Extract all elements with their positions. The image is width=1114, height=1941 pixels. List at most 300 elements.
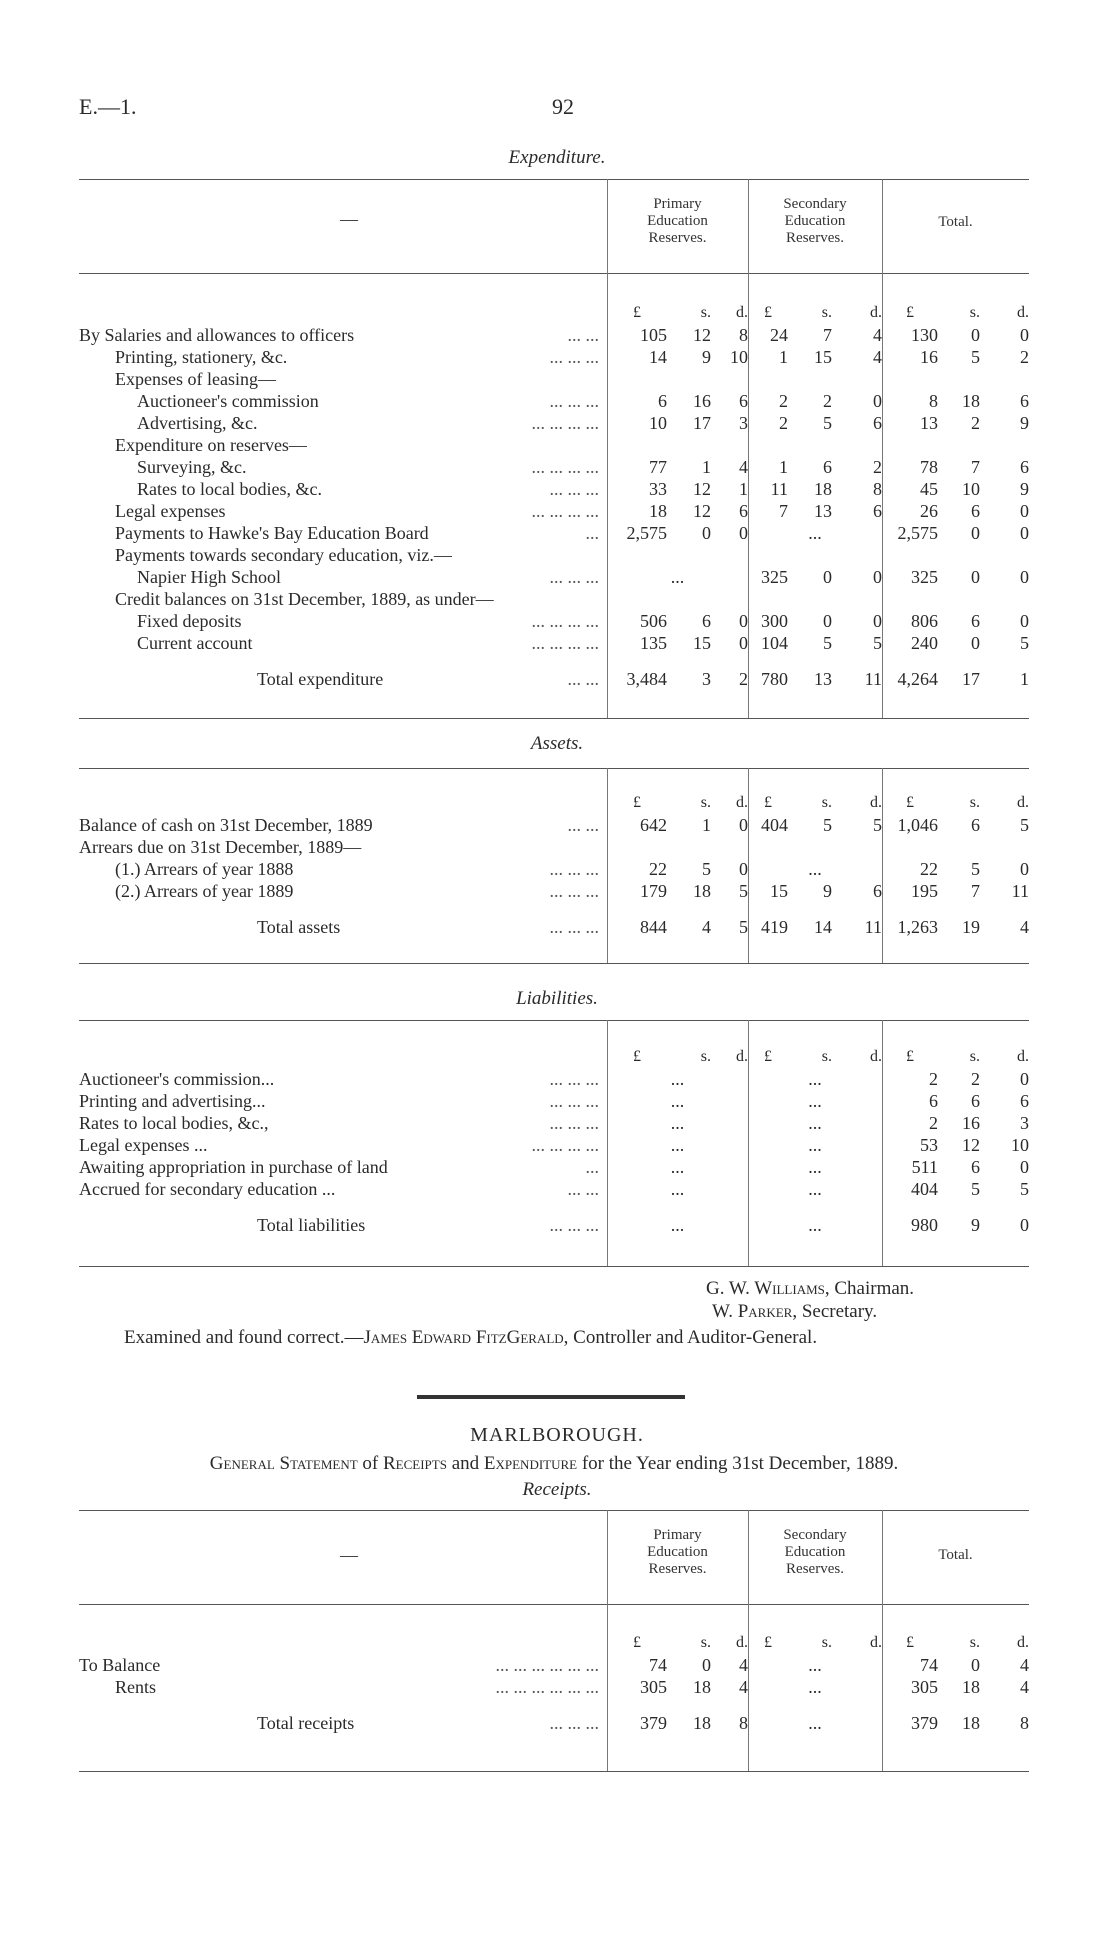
- pence-cell: 0: [873, 567, 882, 587]
- rule: [79, 768, 1029, 769]
- pounds-cell: 4,264: [897, 669, 938, 689]
- table-row: [79, 858, 1029, 880]
- pence-cell: 4: [1020, 1677, 1029, 1697]
- pence-cell: 0: [739, 815, 748, 835]
- pence-cell: 6: [739, 501, 748, 521]
- pounds-cell: 379: [640, 1713, 667, 1733]
- row-label-text: By Salaries and allowances to officers: [79, 325, 355, 345]
- pence-cell: [832, 368, 882, 390]
- pence-cell: 8: [739, 1713, 748, 1733]
- pence-cell: 0: [873, 611, 882, 631]
- pounds-cell: [882, 588, 938, 610]
- pounds-cell: 130: [911, 325, 938, 345]
- pounds-cell: 1: [779, 457, 788, 477]
- shillings-cell: 18: [693, 1713, 711, 1733]
- shillings-cell: 16: [962, 1113, 980, 1133]
- pounds-cell: 6: [658, 391, 667, 411]
- page-number: 92: [552, 94, 574, 119]
- shillings-cell: 6: [971, 611, 980, 631]
- unit-label: s.: [700, 794, 711, 811]
- pence-cell: 0: [1020, 859, 1029, 879]
- row-label: [79, 880, 607, 902]
- row-label-text: (2.) Arrears of year 1889: [115, 881, 294, 901]
- value-cell: ...: [670, 1091, 685, 1111]
- pence-cell: 5: [873, 815, 882, 835]
- row-label-text: Expenditure on reserves—: [115, 435, 307, 455]
- table-row: [79, 632, 1029, 654]
- pence-cell: 0: [1020, 611, 1029, 631]
- unit-label: d.: [870, 1634, 882, 1651]
- unit-label: s.: [821, 794, 832, 811]
- leader-dots: ... ... ... ... ... ...: [495, 1655, 599, 1675]
- leader-dots: ... ... ... ...: [531, 1135, 599, 1155]
- table-row: [79, 412, 1029, 434]
- pounds-cell: 404: [761, 815, 788, 835]
- value-cell: ...: [808, 523, 822, 543]
- shillings-cell: [938, 544, 980, 566]
- table-row: [79, 1178, 1029, 1200]
- value-cell: ...: [808, 1179, 822, 1199]
- secondary-header: Secondary Education Reserves.: [783, 1527, 847, 1577]
- row-label: [79, 836, 607, 858]
- units-row: [79, 290, 1029, 324]
- row-label: [79, 588, 607, 610]
- pounds-cell: [607, 836, 667, 858]
- unit-label: d.: [736, 304, 748, 321]
- pounds-cell: [748, 544, 788, 566]
- pence-cell: 3: [1020, 1113, 1029, 1133]
- receipts-table: [79, 1620, 1029, 1734]
- unit-label: d.: [1017, 304, 1029, 321]
- shillings-cell: 2: [823, 391, 832, 411]
- row-label: [79, 1112, 607, 1134]
- value-cell: ...: [808, 1091, 822, 1111]
- pounds-cell: 104: [761, 633, 788, 653]
- leader-dots: ... ... ...: [549, 859, 599, 879]
- total-label: [79, 1200, 607, 1236]
- unit-label: £: [764, 1048, 772, 1065]
- pounds-cell: 11: [770, 479, 788, 499]
- shillings-cell: 13: [814, 669, 832, 689]
- pence-cell: 11: [864, 917, 882, 937]
- rule: [79, 1510, 1029, 1511]
- row-label-text: (1.) Arrears of year 1888: [115, 859, 294, 879]
- shillings-cell: 6: [971, 815, 980, 835]
- row-label-text: Legal expenses ...: [79, 1135, 208, 1155]
- rule: [79, 1020, 1029, 1021]
- row-label-text: Awaiting appropriation in purchase of land: [79, 1157, 388, 1177]
- pounds-cell: 419: [761, 917, 788, 937]
- row-label-text: To Balance: [79, 1655, 161, 1675]
- unit-label: d.: [870, 304, 882, 321]
- table-row: [79, 368, 1029, 390]
- unit-label: £: [906, 794, 914, 811]
- shillings-cell: 7: [971, 881, 980, 901]
- pence-cell: 6: [873, 881, 882, 901]
- unit-label: d.: [870, 1048, 882, 1065]
- row-label: [79, 814, 607, 836]
- pounds-cell: 15: [770, 881, 788, 901]
- shillings-cell: [788, 434, 832, 456]
- pounds-cell: 3,484: [626, 669, 667, 689]
- unit-label: d.: [736, 794, 748, 811]
- value-cell: ...: [808, 1655, 822, 1675]
- row-label-text: Printing, stationery, &c.: [115, 347, 288, 367]
- unit-label: s.: [700, 1634, 711, 1651]
- row-label: [79, 346, 607, 368]
- row-label: [79, 368, 607, 390]
- row-label-text: Rates to local bodies, &c.,: [79, 1113, 269, 1133]
- pence-cell: 5: [1020, 633, 1029, 653]
- row-label: [79, 434, 607, 456]
- pounds-cell: [748, 588, 788, 610]
- pence-cell: [980, 588, 1029, 610]
- shillings-cell: 0: [823, 567, 832, 587]
- row-label-text: Rates to local bodies, &c.: [137, 479, 322, 499]
- pounds-cell: 506: [640, 611, 667, 631]
- pounds-cell: [748, 434, 788, 456]
- row-label: [79, 544, 607, 566]
- pence-cell: 0: [739, 859, 748, 879]
- pence-cell: 9: [1020, 413, 1029, 433]
- pence-cell: 0: [1020, 1215, 1029, 1235]
- shillings-cell: 5: [823, 413, 832, 433]
- pence-cell: [711, 434, 748, 456]
- row-label-text: Balance of cash on 31st December, 1889: [79, 815, 373, 835]
- pence-cell: 9: [1020, 479, 1029, 499]
- pounds-cell: 105: [640, 325, 667, 345]
- pence-cell: [980, 544, 1029, 566]
- pence-cell: 1: [1020, 669, 1029, 689]
- value-cell: ...: [808, 859, 822, 879]
- pounds-cell: 1,263: [897, 917, 938, 937]
- table-row: [79, 1676, 1029, 1698]
- rule: [79, 963, 1029, 964]
- shillings-cell: 6: [823, 457, 832, 477]
- pence-cell: 4: [873, 325, 882, 345]
- unit-label: s.: [700, 304, 711, 321]
- shillings-cell: [667, 836, 711, 858]
- row-label: [79, 1156, 607, 1178]
- pounds-cell: 844: [640, 917, 667, 937]
- shillings-cell: 9: [702, 347, 711, 367]
- chairman-signature: G. W. Williams, Chairman.: [706, 1278, 915, 1299]
- unit-label: s.: [969, 794, 980, 811]
- pence-cell: 5: [739, 917, 748, 937]
- leader-dots: ... ... ... ...: [531, 611, 599, 631]
- shillings-cell: [938, 368, 980, 390]
- unit-label: d.: [736, 1048, 748, 1065]
- pounds-cell: 6: [929, 1091, 938, 1111]
- value-cell: ...: [670, 1179, 685, 1199]
- pence-cell: 6: [1020, 1091, 1029, 1111]
- leader-dots: ...: [585, 523, 599, 543]
- unit-label: £: [633, 1634, 641, 1651]
- shillings-cell: 18: [962, 1713, 980, 1733]
- table-row: [79, 478, 1029, 500]
- pounds-cell: 806: [911, 611, 938, 631]
- pence-cell: [711, 588, 748, 610]
- pounds-cell: 18: [649, 501, 667, 521]
- pounds-cell: 240: [911, 633, 938, 653]
- total-label-text: Total expenditure: [257, 669, 384, 689]
- pence-cell: [711, 836, 748, 858]
- shillings-cell: 18: [693, 1677, 711, 1697]
- shillings-cell: 14: [814, 917, 832, 937]
- pence-cell: 0: [1020, 567, 1029, 587]
- table-row: [79, 1156, 1029, 1178]
- shillings-cell: 0: [971, 1655, 980, 1675]
- assets-table: [79, 780, 1029, 938]
- shillings-cell: 5: [823, 815, 832, 835]
- shillings-cell: 18: [693, 881, 711, 901]
- shillings-cell: 7: [971, 457, 980, 477]
- table-row: [79, 346, 1029, 368]
- pence-cell: 10: [1011, 1135, 1029, 1155]
- shillings-cell: 19: [962, 917, 980, 937]
- shillings-cell: 0: [823, 611, 832, 631]
- pence-cell: 8: [1020, 1713, 1029, 1733]
- pounds-cell: 26: [920, 501, 938, 521]
- row-label: [79, 632, 607, 654]
- pounds-cell: 511: [911, 1157, 938, 1177]
- table-row: [79, 456, 1029, 478]
- pence-cell: 6: [1020, 391, 1029, 411]
- pounds-cell: 14: [649, 347, 667, 367]
- unit-label: £: [764, 1634, 772, 1651]
- pounds-cell: 45: [920, 479, 938, 499]
- row-label-text: Surveying, &c.: [137, 457, 247, 477]
- pounds-cell: 53: [920, 1135, 938, 1155]
- pounds-cell: 8: [929, 391, 938, 411]
- pounds-cell: 78: [920, 457, 938, 477]
- total-row: [79, 1698, 1029, 1734]
- pounds-cell: 980: [911, 1215, 938, 1235]
- leader-dots: ... ...: [567, 815, 599, 835]
- pence-cell: 2: [1020, 347, 1029, 367]
- shillings-cell: 1: [702, 457, 711, 477]
- rule: [79, 1771, 1029, 1772]
- pounds-cell: 7: [779, 501, 788, 521]
- value-cell: ...: [808, 1069, 822, 1089]
- shillings-cell: [667, 368, 711, 390]
- pounds-cell: 179: [640, 881, 667, 901]
- pounds-cell: [882, 434, 938, 456]
- total-label: [79, 1698, 607, 1734]
- value-cell: ...: [808, 1157, 822, 1177]
- section-separator: [417, 1395, 685, 1399]
- table-row: [79, 1654, 1029, 1676]
- row-label-text: Arrears due on 31st December, 1889—: [79, 837, 362, 857]
- table-row: [79, 544, 1029, 566]
- page-ref: E.—1.: [79, 94, 137, 119]
- leader-dots: ... ... ...: [549, 479, 599, 499]
- pounds-cell: 1: [779, 347, 788, 367]
- shillings-cell: [667, 588, 711, 610]
- leader-dots: ... ... ...: [549, 1069, 599, 1089]
- total-header: Total.: [938, 1547, 973, 1563]
- row-label-text: Current account: [137, 633, 253, 653]
- pence-cell: [980, 836, 1029, 858]
- row-label-text: Auctioneer's commission...: [79, 1069, 275, 1089]
- row-label-text: Auctioneer's commission: [137, 391, 319, 411]
- row-label-text: Payments to Hawke's Bay Education Board: [115, 523, 429, 543]
- unit-label: s.: [969, 1634, 980, 1651]
- unit-label: d.: [1017, 794, 1029, 811]
- auditor-note: Examined and found correct.—James Edward FitzGerald, Controller and Auditor-General.: [124, 1327, 818, 1348]
- pence-cell: 10: [730, 347, 748, 367]
- value-cell: ...: [808, 1677, 822, 1697]
- pence-cell: 0: [739, 611, 748, 631]
- row-label: [79, 1134, 607, 1156]
- row-label: [79, 412, 607, 434]
- table-row: [79, 500, 1029, 522]
- row-label-text: Advertising, &c.: [137, 413, 258, 433]
- pence-cell: 4: [1020, 1655, 1029, 1675]
- total-row: [79, 902, 1029, 938]
- pence-cell: 0: [1020, 325, 1029, 345]
- table-row: [79, 566, 1029, 588]
- shillings-cell: 13: [814, 501, 832, 521]
- unit-label: £: [633, 304, 641, 321]
- pounds-cell: [882, 544, 938, 566]
- table-row: [79, 324, 1029, 346]
- table-row: [79, 1090, 1029, 1112]
- shillings-cell: 5: [971, 1179, 980, 1199]
- unit-label: d.: [1017, 1048, 1029, 1065]
- pence-cell: 2: [873, 457, 882, 477]
- total-row: [79, 1200, 1029, 1236]
- row-label: [79, 324, 607, 346]
- value-cell: ...: [670, 1215, 685, 1235]
- shillings-cell: [667, 544, 711, 566]
- pence-cell: 4: [739, 457, 748, 477]
- leader-dots: ... ... ...: [549, 1215, 599, 1235]
- leader-dots: ... ... ...: [549, 1113, 599, 1133]
- shillings-cell: 0: [702, 523, 711, 543]
- pence-cell: [980, 368, 1029, 390]
- rule: [79, 179, 1029, 180]
- pounds-cell: [882, 368, 938, 390]
- pounds-cell: [748, 836, 788, 858]
- pounds-cell: 2,575: [626, 523, 667, 543]
- pounds-cell: 135: [640, 633, 667, 653]
- leader-dots: ... ... ... ... ... ...: [495, 1677, 599, 1697]
- shillings-cell: 10: [962, 479, 980, 499]
- leader-dots: ... ... ...: [549, 391, 599, 411]
- shillings-cell: 5: [971, 859, 980, 879]
- unit-label: s.: [821, 1634, 832, 1651]
- shillings-cell: 0: [971, 633, 980, 653]
- pounds-cell: 22: [920, 859, 938, 879]
- pounds-cell: 74: [649, 1655, 667, 1675]
- pounds-cell: 2,575: [897, 523, 938, 543]
- row-label: [79, 610, 607, 632]
- pence-cell: 4: [1020, 917, 1029, 937]
- shillings-cell: [788, 836, 832, 858]
- shillings-cell: 0: [971, 325, 980, 345]
- unit-label: d.: [1017, 1634, 1029, 1651]
- unit-label: s.: [821, 304, 832, 321]
- row-label: [79, 478, 607, 500]
- unit-label: £: [633, 794, 641, 811]
- row-label: [79, 522, 607, 544]
- pence-cell: 8: [873, 479, 882, 499]
- leader-dots: ... ... ...: [549, 567, 599, 587]
- unit-label: s.: [969, 1048, 980, 1065]
- pence-cell: 3: [739, 413, 748, 433]
- liabilities-table: [79, 1034, 1029, 1236]
- value-cell: ...: [670, 1135, 685, 1155]
- leader-dots: ... ... ... ...: [531, 633, 599, 653]
- value-cell: ...: [808, 1215, 822, 1235]
- shillings-cell: [788, 588, 832, 610]
- table-row: [79, 1112, 1029, 1134]
- shillings-cell: 18: [814, 479, 832, 499]
- shillings-cell: 6: [971, 1157, 980, 1177]
- units-row: [79, 780, 1029, 814]
- pence-cell: 0: [1020, 1157, 1029, 1177]
- pence-cell: 11: [1011, 881, 1029, 901]
- pounds-cell: 379: [911, 1713, 938, 1733]
- unit-label: d.: [870, 794, 882, 811]
- shillings-cell: [938, 588, 980, 610]
- leader-dots: ... ... ...: [549, 881, 599, 901]
- leader-dots: ... ... ...: [549, 347, 599, 367]
- row-label-text: Legal expenses: [115, 501, 226, 521]
- pounds-cell: [748, 368, 788, 390]
- pounds-cell: 77: [649, 457, 667, 477]
- leader-dots: ... ... ...: [549, 1713, 599, 1733]
- receipts-title: Receipts.: [522, 1479, 592, 1500]
- units-row: [79, 1034, 1029, 1068]
- pence-cell: 6: [1020, 457, 1029, 477]
- pounds-cell: [607, 544, 667, 566]
- table-row: [79, 434, 1029, 456]
- shillings-cell: 0: [702, 1655, 711, 1675]
- unit-label: s.: [969, 304, 980, 321]
- pounds-cell: 24: [770, 325, 788, 345]
- pence-cell: 8: [739, 325, 748, 345]
- value-cell: ...: [670, 1069, 685, 1089]
- pence-cell: 1: [739, 479, 748, 499]
- leader-dots: ... ... ... ...: [531, 413, 599, 433]
- statement-title: General Statement of Receipts and Expenditure for the Year ending 31st December, 1889.: [209, 1453, 899, 1474]
- total-header: Total.: [938, 214, 973, 230]
- table-row: [79, 1134, 1029, 1156]
- shillings-cell: 0: [971, 523, 980, 543]
- expenditure-title: Expenditure.: [508, 147, 606, 168]
- pence-cell: 5: [873, 633, 882, 653]
- shillings-cell: 9: [971, 1215, 980, 1235]
- pence-cell: [832, 434, 882, 456]
- rule: [79, 1604, 1029, 1605]
- shillings-cell: 5: [971, 347, 980, 367]
- pounds-cell: 2: [929, 1113, 938, 1133]
- assets-title: Assets.: [530, 733, 584, 754]
- pounds-cell: 780: [761, 669, 788, 689]
- table-row: [79, 1068, 1029, 1090]
- shillings-cell: 4: [702, 917, 711, 937]
- pounds-cell: 10: [649, 413, 667, 433]
- pounds-cell: 325: [761, 567, 788, 587]
- pounds-cell: 305: [640, 1677, 667, 1697]
- pence-cell: 4: [739, 1655, 748, 1675]
- value-cell: ...: [670, 1113, 685, 1133]
- leader-dots: ...: [585, 1157, 599, 1177]
- pounds-cell: [607, 588, 667, 610]
- total-label-text: Total receipts: [257, 1713, 355, 1733]
